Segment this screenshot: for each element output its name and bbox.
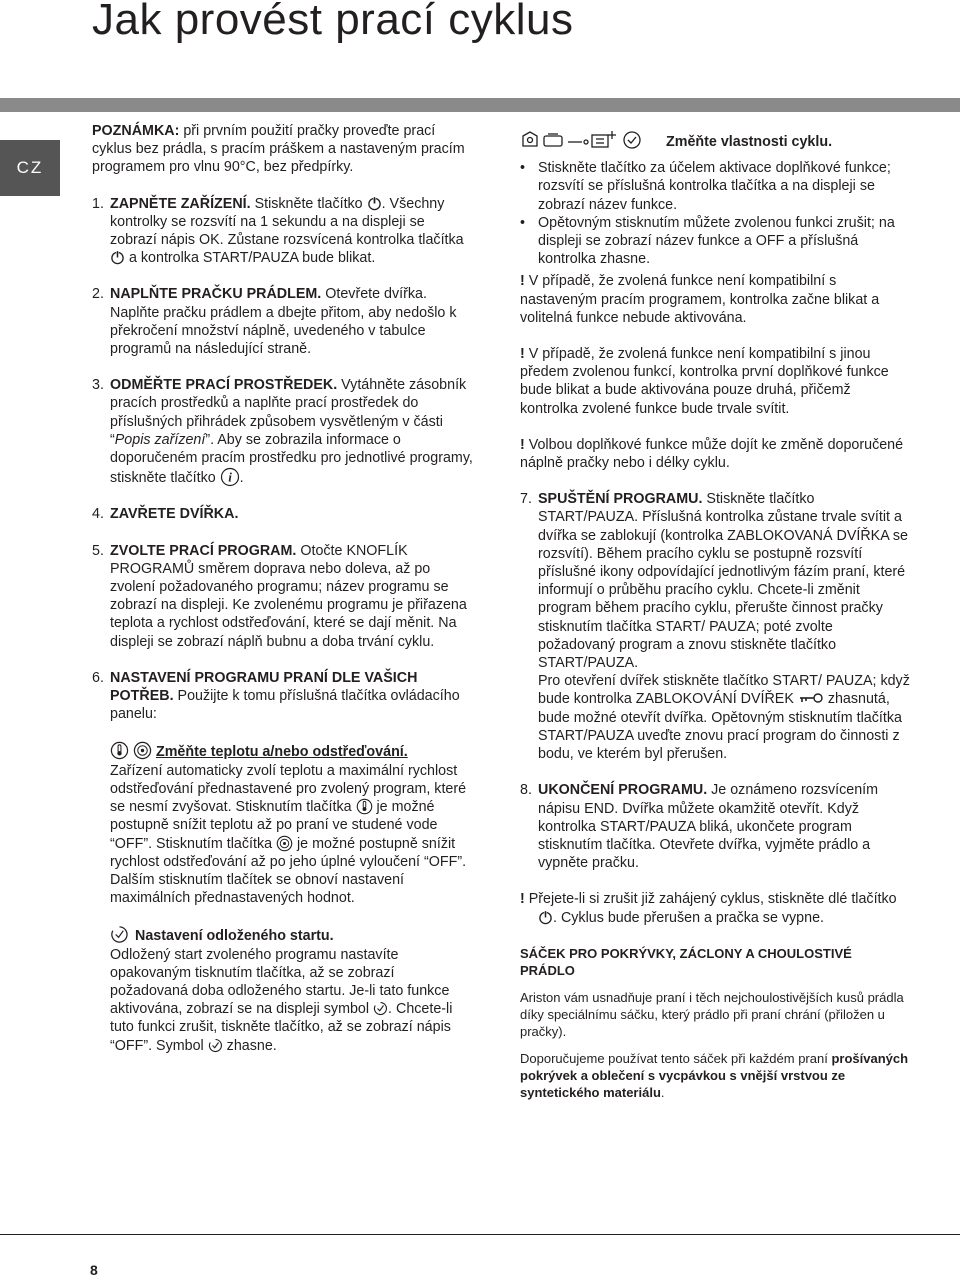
list-item: • Stiskněte tlačítko za účelem aktivace doplňkové funkce; rozsvítí se příslušná kontrolka tlačítka a na displeji se zobrazí název funkce. (520, 159, 910, 214)
options-heading-row (520, 128, 910, 151)
step-5 (92, 542, 474, 651)
step-6 (92, 669, 474, 724)
step-number: 4. (92, 506, 104, 523)
note-label: POZNÁMKA: (92, 123, 180, 139)
step-text: zhasnutá, bude možné otevřít dvířka. Opětovným stisknutím tlačítka START/PAUZA uveďte znovu prací program do činnosti z bodu, ve kterém byl přerušen. (538, 691, 902, 763)
warning-note (520, 436, 910, 472)
bag-section (520, 945, 910, 1101)
step-heading: ODMĚŘTE PRACÍ PROSTŘEDEK. (110, 377, 338, 394)
power-icon (538, 910, 553, 925)
cancel-text: Přejete-li si zrušit již zahájený cyklus, stiskněte dlé tlačítko (524, 891, 897, 908)
temperature-spin-text: je možné postupně snížit rychlost odstřeďování až po jeho úplné vyloučení “OFF”. Dalším stisknutím tlačítek se obnoví nastavení maximálních přednastavených hodnot. (110, 835, 467, 907)
header-bar (0, 98, 960, 112)
step-heading: ZVOLTE PRACÍ PROGRAM. (110, 542, 297, 559)
step-text: Vytáhněte zásobník pracích prostředků a naplňte prací prostředek do příslušných přihrádek způsobem vysvětleným v části “ (110, 377, 467, 448)
step-4 (92, 505, 474, 523)
step-number: 1. (92, 195, 104, 212)
temperature-spin-section (92, 741, 474, 907)
step-text: ”. Aby se zobrazila informace o doporučeném pracím prostředku pro jednotlivé programy, stiskněte tlačítko (110, 431, 473, 487)
temperature-spin-heading: Změňte teplotu a/nebo odstřeďování. (155, 744, 408, 761)
power-icon (110, 250, 125, 265)
delay-start-text: . Chcete-li tuto funkci zrušit, tiskněte tlačítko, až se zobrazí nápis “OFF”. Symbol (110, 1001, 453, 1054)
warning-icon: ! (520, 436, 525, 453)
step-8 (520, 781, 910, 872)
spin-icon (133, 741, 152, 760)
footer-line (0, 1234, 960, 1235)
warning-icon: ! (520, 346, 525, 363)
step-text: . Všechny kontrolky se rozsvítí na 1 sekundu a na displeji se zobrazí nápis OK. Zůstane rozsvícená kontrolka tlačítka (110, 195, 464, 249)
cancel-text: . Cyklus bude přerušen a pračka se vypne. (553, 909, 824, 926)
warning-text: V případě, že zvolená funkce není kompatibilní s jinou předem zvolenou funkcí, kontrolka první doplňkové funkce bude blikat a bude aktivována pouze druhá, přičemž kontrolka zvolené funkce bude trvale svítit. (520, 346, 889, 417)
step-heading: ZAVŘETE DVÍŘKA. (110, 506, 239, 523)
delay-start-text: zhasne. (222, 1037, 277, 1054)
key-icon (798, 692, 824, 704)
step-text: . (239, 470, 244, 487)
step-text: Otočte KNOFLÍK PROGRAMŮ směrem doprava nebo doleva, až po zvolení požadovaného programu; název programu se zobrazí na displeji. Ke zvolenému programu je přiřazena teplota a rychlost odstřeďování, které se dají měnit. Na displeji se zobrazí náplň bubnu a doba trvání cyklu. (110, 542, 467, 650)
temperature-icon (110, 741, 129, 760)
step-text: a kontrolka START/PAUZA bude blikat. (125, 250, 376, 267)
options-heading: Změňte vlastnosti cyklu. (666, 134, 833, 150)
language-tab: CZ (0, 140, 60, 196)
warning-text: Volbou doplňkové funkce může dojít ke změně doporučené náplně pračky nebo i délky cyklu. (520, 436, 904, 472)
spin-icon (276, 835, 293, 852)
bag-text: Doporučujeme používat tento sáček při každém praní (520, 1050, 832, 1066)
bag-paragraph: Ariston vám usnadňuje praní i těch nejchoulostivějších kusů prádla díky speciálnímu sáčku, který prádlo při praní chrání (přiložen u pračky). (520, 989, 904, 1039)
delay-start-section (92, 925, 474, 1054)
page-title: Jak provést prací cyklus (92, 0, 574, 44)
info-icon (220, 467, 240, 487)
options-icons (520, 128, 656, 150)
bag-text: . (660, 1084, 665, 1100)
right-column (520, 128, 910, 1101)
step-2 (92, 285, 474, 358)
step-number: 7. (520, 491, 532, 508)
step-text: Stiskněte tlačítko START/PAUZA. Příslušná kontrolka zůstane trvale svítit a dvířka se zablokují (kontrolka ZABLOKOVANÁ DVÍŘKA se rozsvítí). Během pracího cyklu se postupně rozsvítí příslušné ikony odpovídající jednotlivým fázím praní, které informují o průběhu pracího cyklu. Chcete-li změnit program během pracího cyklu, přerušte činnost pračky stisknutím tlačítka START/ PAUZA; poté zvolte požadovaný program a znovu stiskněte tlačítko START/PAUZA. (538, 491, 909, 672)
step-heading: ZAPNĚTE ZAŘÍZENÍ. (110, 195, 251, 212)
step-text: Je oznámeno rozsvícením nápisu END. Dvířka můžete okamžitě otevřít. Když kontrolka START/PAUZA bliká, ukončete program stisknutím tlačítka. Otevřete dvířka, vyjměte prádlo a vypněte pračku. (538, 782, 879, 872)
step-number: 8. (520, 782, 532, 799)
cancel-note (520, 890, 910, 926)
temperature-spin-text: Zařízení automaticky zvolí teplotu a maximální rychlost odstřeďování přednastavené pro zvolený program, které se nesmí zvyšovat. Stisknutím tlačítka (110, 762, 467, 816)
temperature-icon (356, 798, 373, 815)
step-1 (92, 195, 474, 268)
bag-paragraph (520, 1050, 910, 1101)
warning-text: V případě, že zvolená funkce není kompatibilní s nastaveným pracím programem, kontrolka začne blikat a volitelná funkce nebude aktivována. (520, 273, 880, 326)
step-7 (520, 490, 910, 763)
page-number: 8 (90, 1262, 98, 1278)
step-heading: NASTAVENÍ PROGRAMU PRANÍ DLE VAŠICH POTŘEB. (110, 669, 418, 705)
step-text: Pro otevření dvířek stiskněte tlačítko START/ PAUZA; když bude kontrolka ZABLOKOVÁNÍ DVÍŘEK (538, 673, 910, 708)
step-3 (92, 376, 474, 487)
svg-text:i: i (227, 469, 232, 485)
options-list (520, 159, 910, 268)
warning-icon: ! (520, 273, 525, 290)
step-text: Otevřete dvířka. Naplňte pračku prádlem a dbejte přitom, aby nedošlo k překročení množství náplně, uvedeného v tabulce programů na následující straně. (110, 286, 457, 358)
delay-timer-icon (373, 1001, 388, 1016)
bag-text-bold: prošívaných pokrývek a oblečení s vycpávkou s vnější vrstvou ze syntetického materiálu (520, 1050, 909, 1100)
step-heading: SPUŠTĚNÍ PROGRAMU. (538, 491, 703, 508)
step-text-italic: Popis zařízení (114, 431, 206, 448)
step-heading: UKONČENÍ PROGRAMU. (538, 782, 708, 799)
warning-note (520, 272, 910, 327)
warning-icon: ! (520, 891, 525, 908)
step-number: 6. (92, 669, 104, 686)
list-item: • Opětovným stisknutím můžete zvolenou funkci zrušit; na displeji se zobrazí název funkce a OFF a příslušná kontrolka zhasne. (520, 214, 910, 269)
delay-start-heading: Nastavení odloženého startu. (135, 928, 334, 945)
step-number: 5. (92, 542, 104, 559)
bag-heading: SÁČEK PRO POKRÝVKY, ZÁCLONY A CHOULOSTIVÉ PRÁDLO (520, 945, 852, 978)
note-text: při prvním použití pračky proveďte prací cyklus bez prádla, s pracím práškem a nastaveným pracím programem pro vlnu 90°C, bez předpírky. (92, 123, 465, 176)
step-number: 3. (92, 377, 104, 394)
step-heading: NAPLŇTE PRAČKU PRÁDLEM. (110, 286, 322, 303)
step-text: Stiskněte tlačítko (250, 195, 367, 212)
delay-timer-icon (110, 925, 129, 944)
warning-note (520, 345, 910, 418)
delay-timer-icon (208, 1038, 223, 1053)
note-paragraph (92, 122, 474, 177)
step-number: 2. (92, 286, 104, 303)
delay-start-text: Odložený start zvoleného programu nastavíte opakovaným tisknutím tlačítka, až se zobrazí požadovaná doba odloženého startu. Je-li tato funkce aktivována, zobrazí se na displeji symbol (110, 946, 450, 1018)
left-column (92, 122, 474, 1055)
step-text: Použijte k tomu příslušná tlačítka ovládacího panelu: (110, 688, 460, 723)
power-icon (367, 196, 382, 211)
temperature-spin-text: je možné postupně snížit teplotu až po praní ve studené vode “OFF”. Stisknutím tlačítka (110, 799, 438, 852)
